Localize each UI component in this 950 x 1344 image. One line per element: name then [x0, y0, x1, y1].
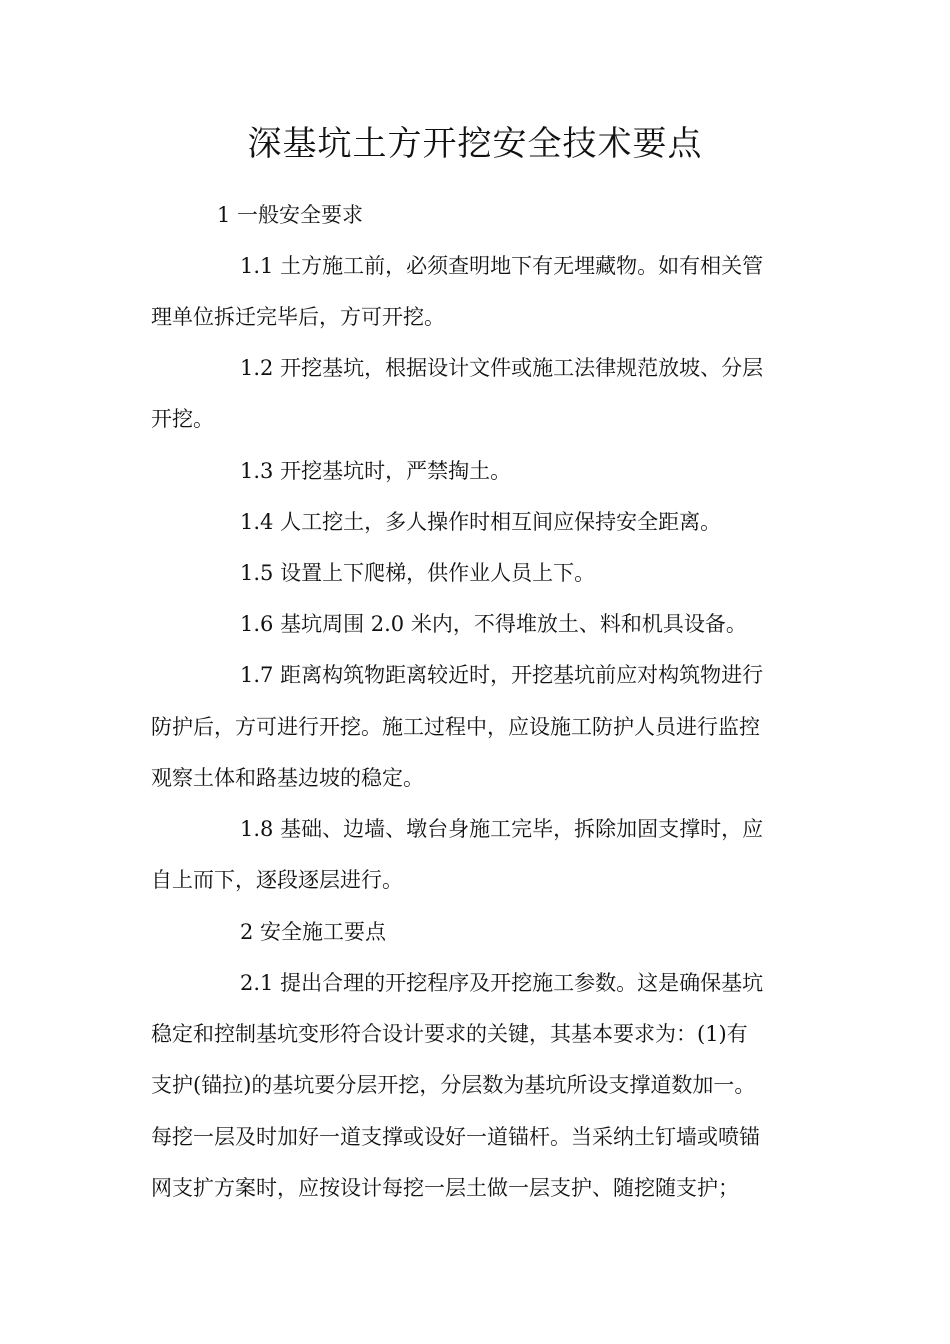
paragraph-line: 1.3 开挖基坑时，严禁掏土。	[240, 459, 512, 483]
paragraph-line: 1.8 基础、边墙、墩台身施工完毕，拆除加固支撑时，应	[240, 817, 764, 841]
paragraph-line: 1.5 设置上下爬梯，供作业人员上下。	[240, 561, 596, 585]
paragraph-line: 稳定和控制基坑变形符合设计要求的关键，其基本要求为：(1)有	[151, 1022, 748, 1046]
paragraph-line: 1.2 开挖基坑，根据设计文件或施工法律规范放坡、分层	[240, 356, 764, 380]
paragraph-line: 支护(锚拉)的基坑要分层开挖，分层数为基坑所设支撑道数加一。	[151, 1073, 756, 1097]
paragraph-line: 1.4 人工挖土，多人操作时相互间应保持安全距离。	[240, 510, 722, 534]
paragraph-line: 1.1 土方施工前，必须查明地下有无埋藏物。如有相关管	[240, 254, 764, 278]
paragraph-line: 2.1 提出合理的开挖程序及开挖施工参数。这是确保基坑	[240, 971, 764, 995]
paragraph-line: 观察土体和路基边坡的稳定。	[151, 766, 424, 790]
paragraph-line: 理单位拆迁完毕后，方可开挖。	[151, 305, 445, 329]
paragraph-line: 每挖一层及时加好一道支撑或设好一道锚杆。当采纳土钉墙或喷锚	[151, 1125, 760, 1149]
paragraph-line: 防护后，方可进行开挖。施工过程中，应设施工防护人员进行监控	[151, 715, 760, 739]
paragraph-line: 网支扩方案时，应按设计每挖一层土做一层支护、随挖随支护；	[151, 1176, 739, 1200]
document-title: 深基坑土方开挖安全技术要点	[247, 124, 703, 164]
section-heading: 1 一般安全要求	[217, 203, 364, 227]
section-heading: 2 安全施工要点	[240, 920, 387, 944]
paragraph-line: 开挖。	[151, 407, 214, 431]
paragraph-line: 1.7 距离构筑物距离较近时，开挖基坑前应对构筑物进行	[240, 663, 764, 687]
paragraph-line: 1.6 基坑周围 2.0 米内，不得堆放土、料和机具设备。	[240, 612, 747, 636]
paragraph-line: 自上而下，逐段逐层进行。	[151, 868, 403, 892]
